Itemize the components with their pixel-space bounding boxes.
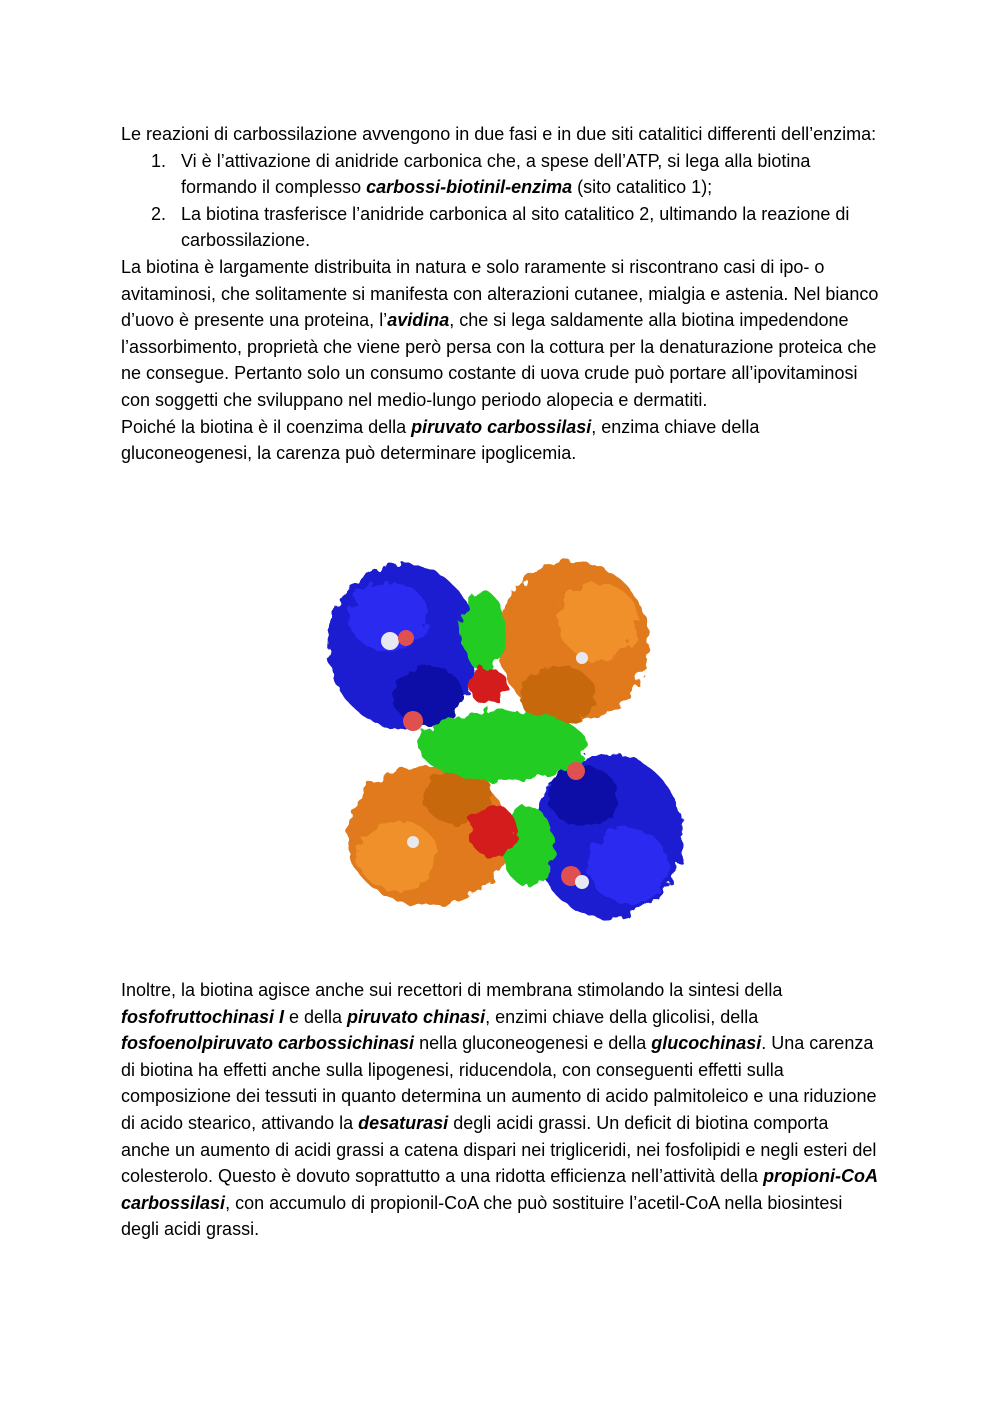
document-body-2 xyxy=(121,977,881,1243)
protein-structure-image xyxy=(318,546,698,938)
intro-paragraph xyxy=(121,121,881,148)
list-number: 2. xyxy=(151,203,167,224)
para-text: e della xyxy=(284,1006,348,1027)
list-item xyxy=(121,148,881,201)
list-number: 1. xyxy=(151,150,167,171)
bold-term: propioni-CoA carbossilasi xyxy=(121,1166,878,1213)
bold-term: desaturasi xyxy=(358,1112,449,1133)
para-text: , con accumulo di propionil-CoA che può sostituire l’acetil-CoA nella biosintesi degli acidi grassi. xyxy=(121,1192,843,1240)
red-domain-top xyxy=(468,668,508,704)
paragraph-metabolism xyxy=(121,977,881,1243)
para-text: La biotina è largamente distribuita in natura e solo raramente si riscontrano casi di ipo- o avitaminosi, che solitamente si manifesta con alterazioni cutanee, mialgia e astenia. Nel bianco d’uovo è presente una proteina, l’ xyxy=(121,256,879,331)
steps-list xyxy=(121,148,881,254)
bold-term: carbossi-biotinil-enzima xyxy=(366,177,573,198)
protein-illustration xyxy=(318,546,698,938)
para-text: , enzima chiave della gluconeogenesi, la carenza può determinare ipoglicemia. xyxy=(121,416,760,464)
paragraph-pyruvate xyxy=(121,414,881,467)
list-text: La biotina trasferisce l’anidride carbonica al sito catalitico 2, ultimando la reazione di carbossilazione. xyxy=(181,203,850,251)
bold-term: fosfofruttochinasi I xyxy=(121,1006,284,1027)
bold-term: piruvato chinasi xyxy=(347,1006,486,1027)
list-text: Vi è l’attivazione di anidride carbonica che, a spese dell’ATP, si lega alla biotina formando il complesso xyxy=(181,150,811,198)
green-domain-center xyxy=(418,711,588,781)
bold-term: piruvato carbossilasi xyxy=(411,416,592,437)
para-text: , enzimi chiave della glicolisi, della xyxy=(485,1006,759,1027)
para-text: , che si lega saldamente alla biotina impedendone l’assorbimento, proprietà che viene però persa con la cottura per la denaturazione proteica che ne consegue. Pertanto solo un consumo costante di uova crude può portare all’ipovitaminosi con soggetti che sviluppano nel medio-lungo periodo alopecia e dermatiti. xyxy=(121,310,877,410)
intro-text: Le reazioni di carbossilazione avvengono in due fasi e in due siti catalitici differenti dell’enzima: xyxy=(121,124,877,144)
bold-term: glucochinasi xyxy=(651,1033,762,1054)
bold-term: fosfoenolpiruvato carbossichinasi xyxy=(121,1033,415,1054)
paragraph-biotin xyxy=(121,254,881,414)
para-text: . Una carenza di biotina ha effetti anche sulla lipogenesi, riducendola, con conseguenti effetti sulla composizione dei tessuti in quanto determina un aumento di acido palmitoleico e una riduzione di acido stearico, attivando la xyxy=(121,1033,877,1133)
red-domain-bottom xyxy=(469,805,517,857)
bold-term: avidina xyxy=(387,310,450,331)
para-text: degli acidi grassi. Un deficit di biotina comporta anche un aumento di acidi grassi a catena dispari nei trigliceridi, nei fosfolipidi e negli esteri del colesterolo. Questo è dovuto soprattutto a una ridotta efficienza nell’attività della xyxy=(121,1112,877,1187)
para-text: nella gluconeogenesi e della xyxy=(414,1033,652,1054)
document-body xyxy=(121,121,881,467)
para-text: Poiché la biotina è il coenzima della xyxy=(121,416,412,437)
list-item xyxy=(121,201,881,254)
list-text: (sito catalitico 1); xyxy=(572,177,713,198)
para-text: Inoltre, la biotina agisce anche sui recettori di membrana stimolando la sintesi della xyxy=(121,980,783,1000)
